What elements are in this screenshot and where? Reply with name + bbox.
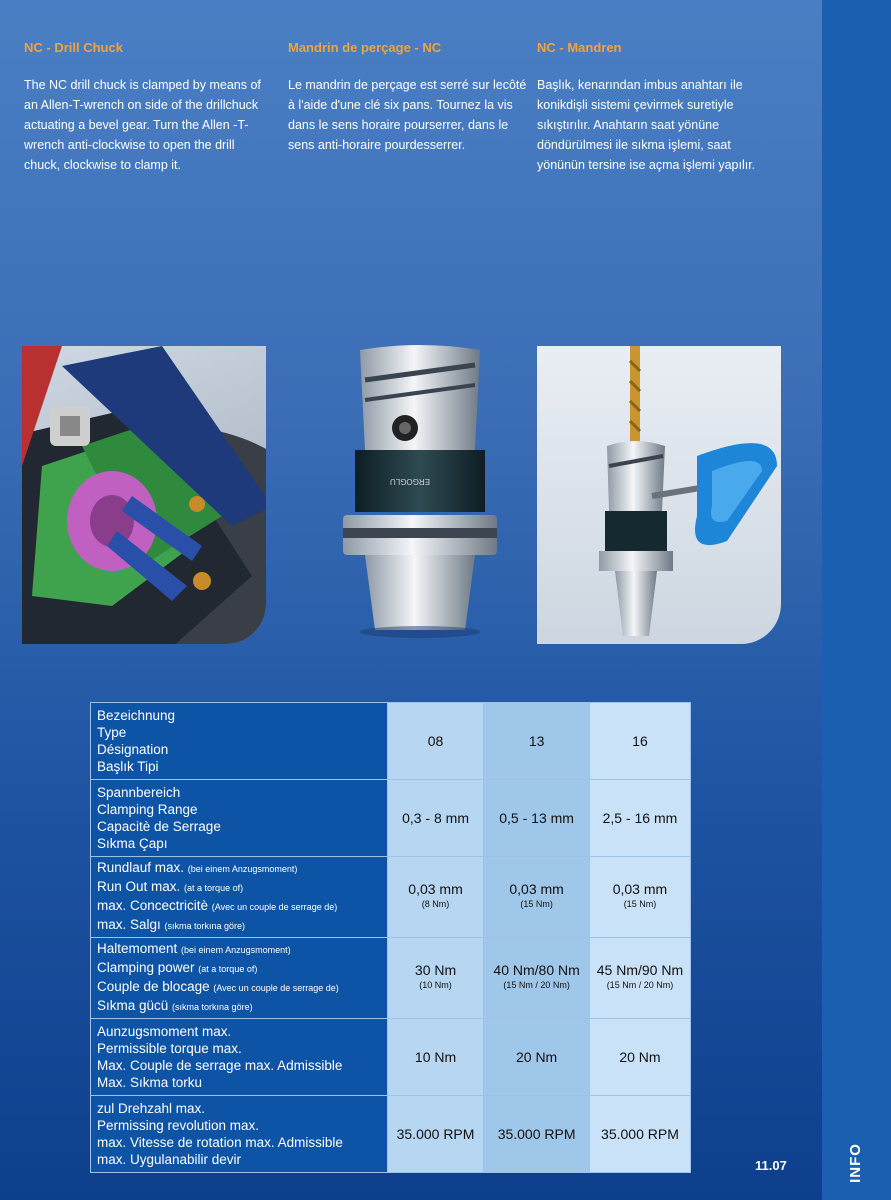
label-line: Başlık Tipi — [97, 759, 159, 774]
value-cell-08: 30 Nm (10 Nm) — [387, 938, 484, 1019]
row-label — [91, 938, 388, 1019]
label-line: Couple de blocage (Avec un couple de serrage de) — [97, 979, 339, 994]
spec-table — [90, 702, 691, 1173]
column-english — [24, 40, 264, 175]
page-number: 11.07 — [755, 1158, 787, 1173]
cutaway-photo — [22, 346, 266, 644]
row-label — [91, 1019, 388, 1096]
brand-label: ERGOGLU — [389, 477, 431, 486]
row-label — [91, 780, 388, 857]
label-line: max. Vitesse de rotation max. Admissible — [97, 1135, 343, 1150]
label-line: Sıkma Çapı — [97, 836, 168, 851]
row-label — [91, 703, 388, 780]
sidebar-strip — [822, 0, 891, 1200]
value-cell-16: 45 Nm/90 Nm (15 Nm / 20 Nm) — [589, 938, 690, 1019]
table-row — [91, 780, 691, 857]
value-cell-13: 13 — [484, 703, 590, 780]
value-cell-08: 35.000 RPM — [387, 1096, 484, 1173]
label-line: Aunzugsmoment max. — [97, 1024, 232, 1039]
value-cell-13: 20 Nm — [484, 1019, 590, 1096]
value-cell-08: 10 Nm — [387, 1019, 484, 1096]
label-line: max. Salgı (sıkma torkına göre) — [97, 917, 246, 932]
column-title: NC - Mandren — [537, 40, 622, 55]
label-line: max. Concectricitè (Avec un couple de serrage de) — [97, 898, 338, 913]
value-cell-08: 0,03 mm (8 Nm) — [387, 857, 484, 938]
value-cell-08: 0,3 - 8 mm — [387, 780, 484, 857]
sidebar-info-label: INFO — [847, 1143, 864, 1183]
column-title: Mandrin de perçage - NC — [288, 40, 442, 55]
label-line: Clamping power (at a torque of) — [97, 960, 258, 975]
value-cell-08: 08 — [387, 703, 484, 780]
label-line: Max. Sıkma torku — [97, 1075, 203, 1090]
table-row — [91, 1019, 691, 1096]
column-text: The NC drill chuck is clamped by means of an Allen-T-wrench on side of the drillchuck actuating a bevel gear. Turn the Allen -T-wrench anti-clockwise to open the drill chuck, clockwise to clamp it. — [24, 78, 261, 172]
value-cell-13: 0,5 - 13 mm — [484, 780, 590, 857]
column-text: Başlık, kenarından imbus anahtarı ile konikdişli sistemi çevirmek suretiyle sıkıştırılır. Anahtarın saat yönüne döndürülmesi ile sıkma işlemi, saat yönünün tersine ise açma işlemi yapılır. — [537, 78, 756, 172]
label-line: max. Uygulanabilir devir — [97, 1152, 242, 1167]
row-label — [91, 1096, 388, 1173]
label-line: Type — [97, 725, 127, 740]
column-text: Le mandrin de perçage est serré sur lecôté à l'aide d'une clé six pans. Tournez la vis dans le sens horaire pourserrer, dans le sens anti-horaire pourdesserrer. — [288, 78, 527, 152]
label-line: Clamping Range — [97, 802, 198, 817]
label-line: Capacitè de Serrage — [97, 819, 221, 834]
column-title: NC - Drill Chuck — [24, 40, 123, 55]
label-line: Haltemoment (bei einem Anzugsmoment) — [97, 941, 291, 956]
column-french — [288, 40, 528, 155]
value-cell-16: 35.000 RPM — [589, 1096, 690, 1173]
value-cell-16: 2,5 - 16 mm — [589, 780, 690, 857]
value-cell-13: 40 Nm/80 Nm (15 Nm / 20 Nm) — [484, 938, 590, 1019]
column-turkish — [537, 40, 777, 175]
label-line: Run Out max. (at a torque of) — [97, 879, 244, 894]
label-line: Max. Couple de serrage max. Admissible — [97, 1058, 343, 1073]
label-line: zul Drehzahl max. — [97, 1101, 206, 1116]
value-cell-13: 0,03 mm (15 Nm) — [484, 857, 590, 938]
row-label — [91, 857, 388, 938]
label-line: Bezeichnung — [97, 708, 176, 723]
label-line: Rundlauf max. (bei einem Anzugsmoment) — [97, 860, 298, 875]
label-line: Désignation — [97, 742, 169, 757]
table-row — [91, 857, 691, 938]
chuck-with-wrench-photo — [537, 346, 781, 644]
table-row — [91, 938, 691, 1019]
value-cell-16: 16 — [589, 703, 690, 780]
table-row — [91, 1096, 691, 1173]
table-row — [91, 703, 691, 780]
label-line: Sıkma gücü (sıkma torkına göre) — [97, 998, 253, 1013]
value-cell-13: 35.000 RPM — [484, 1096, 590, 1173]
label-line: Permissing revolution max. — [97, 1118, 260, 1133]
value-cell-16: 0,03 mm (15 Nm) — [589, 857, 690, 938]
value-cell-16: 20 Nm — [589, 1019, 690, 1096]
label-line: Spannbereich — [97, 785, 181, 800]
drill-chuck-photo — [325, 340, 515, 640]
label-line: Permissible torque max. — [97, 1041, 242, 1056]
